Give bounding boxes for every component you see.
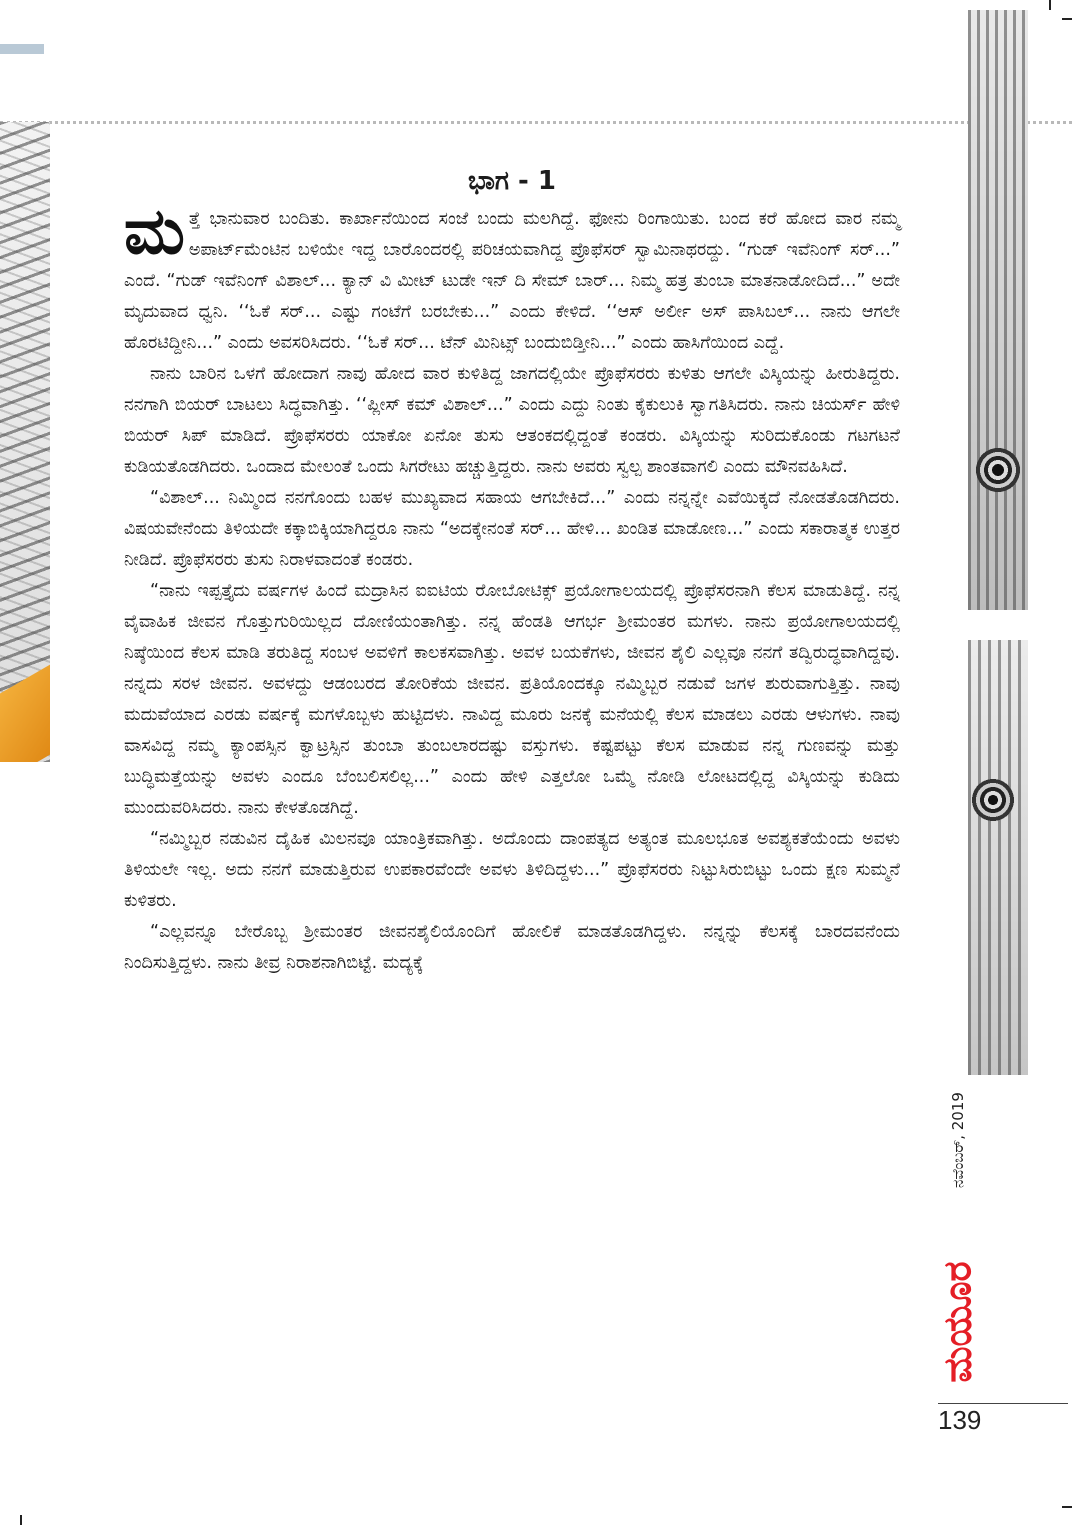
right-illustration-top — [968, 10, 1028, 610]
right-illustration-bottom — [968, 640, 1028, 1075]
dotted-rule — [0, 121, 1072, 124]
left-illustration — [0, 122, 50, 762]
issue-date: ನವೆಂಬರ್, 2019 — [949, 1092, 967, 1188]
corner-artwork-strip — [0, 44, 44, 54]
paragraph — [124, 195, 900, 359]
paragraph: ನಾನು ಬಾರಿನ ಒಳಗೆ ಹೋದಾಗ ನಾವು ಹೋದ ವಾರ ಕುಳಿತಿದ್ದ ಜಾಗದಲ್ಲಿಯೇ ಪ್ರೊಫೆಸರರು ಕುಳಿತು ಆಗಲೇ ವಿಸ್ಕಿಯನ್ನು ಹೀರುತಿದ್ದರು. ನನಗಾಗಿ ಬಿಯರ್ ಬಾಟಲು ಸಿದ್ಧವಾಗಿತ್ತು. ‘‘ಪ್ಲೀಸ್ ಕಮ್ ವಿಶಾಲ್...” ಎಂದು ಎದ್ದು ನಿಂತು ಕೈಕುಲುಕಿ ಸ್ವಾಗತಿಸಿದರು. ನಾನು ಚಿಯರ್ಸ್ ಹೇಳಿ ಬಿಯರ್ ಸಿಪ್ ಮಾಡಿದೆ. ಪ್ರೊಫೆಸರರು ಯಾಕೋ ಏನೋ ತುಸು ಆತಂಕದಲ್ಲಿದ್ದಂತೆ ಕಂಡರು. ವಿಸ್ಕಿಯನ್ನು ಸುರಿದುಕೊಂಡು ಗಟಗಟನೆ ಕುಡಿಯತೊಡಗಿದರು. ಒಂದಾದ ಮೇಲಂತೆ ಒಂದು ಸಿಗರೇಟು ಹಚ್ಚುತ್ತಿದ್ದರು. ನಾನು ಅವರು ಸ್ವಲ್ಪ ಶಾಂತವಾಗಲಿ ಎಂದು ಮೌನವಹಿಸಿದೆ. — [124, 364, 900, 477]
paragraph-text: ತ್ತೆ ಭಾನುವಾರ ಬಂದಿತು. ಕಾರ್ಖಾನೆಯಿಂದ ಸಂಜೆ ಬಂದು ಮಲಗಿದ್ದೆ. ಫೋನು ರಿಂಗಾಯಿತು. ಬಂದ ಕರೆ ಹೋದ ವಾರ ನಮ್ಮ ಅಪಾರ್ಟ್‌ಮೆಂಟಿನ ಬಳಿಯೇ ಇದ್ದ ಬಾರೊಂದರಲ್ಲಿ ಪರಿಚಯವಾಗಿದ್ದ ಪ್ರೊಫೆಸರ್ ಸ್ವಾಮಿನಾಥರದ್ದು. “ಗುಡ್ ಇವೆನಿಂಗ್ ಸರ್...” ಎಂದೆ. “ಗುಡ್ ಇವೆನಿಂಗ್ ವಿಶಾಲ್... ಕ್ಯಾನ್ ವಿ ಮೀಟ್ ಟುಡೇ ಇನ್ ದಿ ಸೇಮ್ ಬಾರ್... ನಿಮ್ಮ ಹತ್ರ ತುಂಬಾ ಮಾತನಾಡೋದಿದೆ...” ಅದೇ ಮೃದುವಾದ ಧ್ವನಿ. ‘‘ಓಕೆ ಸರ್... ಎಷ್ಟು ಗಂಟೆಗೆ ಬರಬೇಕು...” ಎಂದು ಕೇಳಿದೆ. ‘‘ಆಸ್ ಅರ್ಲೀ ಅಸ್ ಪಾಸಿಬಲ್... ನಾನು ಆಗಲೇ ಹೊರಟಿದ್ದೀನಿ...” ಎಂದು ಅವಸರಿಸಿದರು. ‘‘ಓಕೆ ಸರ್... ಟೆನ್ ಮಿನಿಟ್ಸ್ ಬಂದುಬಿಡ್ತೀನಿ...” ಎಂದು ಹಾಸಿಗೆಯಿಂದ ಎದ್ದೆ. — [124, 209, 900, 353]
drop-cap: ಮ — [124, 195, 185, 269]
paragraph: “ವಿಶಾಲ್... ನಿಮ್ಮಿಂದ ನನಗೊಂದು ಬಹಳ ಮುಖ್ಯವಾದ ಸಹಾಯ ಆಗಬೇಕಿದೆ...” ಎಂದು ನನ್ನನ್ನೇ ಎವೆಯಿಕ್ಕದೆ ನೋಡತೊಡಗಿದರು. ವಿಷಯವೇನೆಂದು ತಿಳಿಯದೇ ಕಕ್ಕಾಬಿಕ್ಕಿಯಾಗಿದ್ದರೂ ನಾನು “ಅದಕ್ಕೇನಂತೆ ಸರ್... ಹೇಳಿ... ಖಂಡಿತ ಮಾಡೋಣ...” ಎಂದು ಸಕಾರಾತ್ಮಕ ಉತ್ತರ ನೀಡಿದೆ. ಪ್ರೊಫೆಸರರು ತುಸು ನಿರಾಳವಾದಂತೆ ಕಂಡರು. — [124, 488, 900, 570]
paragraph: “ನಾನು ಇಪ್ಪತ್ತೈದು ವರ್ಷಗಳ ಹಿಂದೆ ಮದ್ರಾಸಿನ ಐಐಟಿಯ ರೋಬೋಟಿಕ್ಸ್ ಪ್ರಯೋಗಾಲಯದಲ್ಲಿ ಪ್ರೊಫೆಸರನಾಗಿ ಕೆಲಸ ಮಾಡುತಿದ್ದೆ. ನನ್ನ ವೈವಾಹಿಕ ಜೀವನ ಗೊತ್ತುಗುರಿಯಿಲ್ಲದ ದೋಣಿಯಂತಾಗಿತ್ತು. ನನ್ನ ಹೆಂಡತಿ ಆಗರ್ಭ ಶ್ರೀಮಂತರ ಮಗಳು. ನಾನು ಪ್ರಯೋಗಾಲಯದಲ್ಲಿ ನಿಷ್ಠೆಯಿಂದ ಕೆಲಸ ಮಾಡಿ ತರುತಿದ್ದ ಸಂಬಳ ಅವಳಿಗೆ ಕಾಲಕಸವಾಗಿತ್ತು. ಅವಳ ಬಯಕೆಗಳು, ಜೀವನ ಶೈಲಿ ಎಲ್ಲವೂ ನನಗೆ ತದ್ವಿರುದ್ಧವಾಗಿದ್ದವು. ನನ್ನದು ಸರಳ ಜೀವನ. ಅವಳದ್ದು ಆಡಂಬರದ ತೋರಿಕೆಯ ಜೀವನ. ಪ್ರತಿಯೊಂದಕ್ಕೂ ನಮ್ಮಿಬ್ಬರ ನಡುವೆ ಜಗಳ ಶುರುವಾಗುತ್ತಿತ್ತು. ನಾವು ಮದುವೆಯಾದ ಎರಡು ವರ್ಷಕ್ಕೆ ಮಗಳೊಬ್ಬಳು ಹುಟ್ಟಿದಳು. ನಾವಿದ್ದ ಮೂರು ಜನಕ್ಕೆ ಮನೆಯಲ್ಲಿ ಕೆಲಸ ಮಾಡಲು ಎರಡು ಆಳುಗಳು. ನಾವು ವಾಸವಿದ್ದ ನಮ್ಮ ಕ್ಯಾಂಪಸ್ಸಿನ ಕ್ವಾಟ್ರಸ್ಸಿನ ತುಂಬಾ ತುಂಬಲಾರದಷ್ಟು ವಸ್ತುಗಳು. ಕಷ್ಟಪಟ್ಟು ಕೆಲಸ ಮಾಡುವ ನನ್ನ ಗುಣವನ್ನು ಮತ್ತು ಬುದ್ಧಿಮತ್ತೆಯನ್ನು ಅವಳು ಎಂದೂ ಬೆಂಬಲಿಸಲಿಲ್ಲ...” ಎಂದು ಹೇಳಿ ಎತ್ತಲೋ ಒಮ್ಮೆ ನೋಡಿ ಲೋಟದಲ್ಲಿದ್ದ ವಿಸ್ಕಿಯನ್ನು ಕುಡಿದು ಮುಂದುವರಿಸಿದರು. ನಾನು ಕೇಳತೊಡಗಿದ್ದೆ. — [124, 581, 900, 818]
page-number: 139 — [938, 1405, 982, 1435]
crop-mark — [1062, 1506, 1072, 1508]
magazine-logo: ಮಯೂರ — [935, 1261, 980, 1383]
section-heading: ಭಾಗ - 1 — [468, 166, 556, 196]
paragraph: “ಎಲ್ಲವನ್ನೂ ಬೇರೊಬ್ಬ ಶ್ರೀಮಂತರ ಜೀವನಶೈಲಿಯೊಂದಿಗೆ ಹೋಲಿಕೆ ಮಾಡತೊಡಗಿದ್ದಳು. ನನ್ನನ್ನು ಕೆಲಸಕ್ಕೆ ಬಾರದವನೆಂದು ನಿಂದಿಸುತ್ತಿದ್ದಳು. ನಾನು ತೀವ್ರ ನಿರಾಶನಾಗಿಬಿಟ್ಟೆ. ಮದ್ಯಕ್ಕೆ — [124, 922, 900, 973]
paragraph: “ನಮ್ಮಿಬ್ಬರ ನಡುವಿನ ದೈಹಿಕ ಮಿಲನವೂ ಯಾಂತ್ರಿಕವಾಗಿತ್ತು. ಅದೊಂದು ದಾಂಪತ್ಯದ ಅತ್ಯಂತ ಮೂಲಭೂತ ಅವಶ್ಯಕತೆಯೆಂದು ಅವಳು ತಿಳಿಯಲೇ ಇಲ್ಲ. ಅದು ನನಗೆ ಮಾಡುತ್ತಿರುವ ಉಪಕಾರವೆಂದೇ ಅವಳು ತಿಳಿದಿದ್ದಳು...” ಪ್ರೊಫೆಸರರು ನಿಟ್ಟುಸಿರುಬಿಟ್ಟು ಒಂದು ಕ್ಷಣ ಸುಮ್ಮನೆ ಕುಳಿತರು. — [124, 829, 900, 911]
article-body — [124, 195, 900, 979]
footer-rule — [938, 1403, 1068, 1404]
crop-mark — [20, 1515, 22, 1525]
orange-shape — [0, 665, 50, 762]
crop-mark — [1049, 0, 1051, 10]
crop-mark — [1062, 18, 1072, 20]
